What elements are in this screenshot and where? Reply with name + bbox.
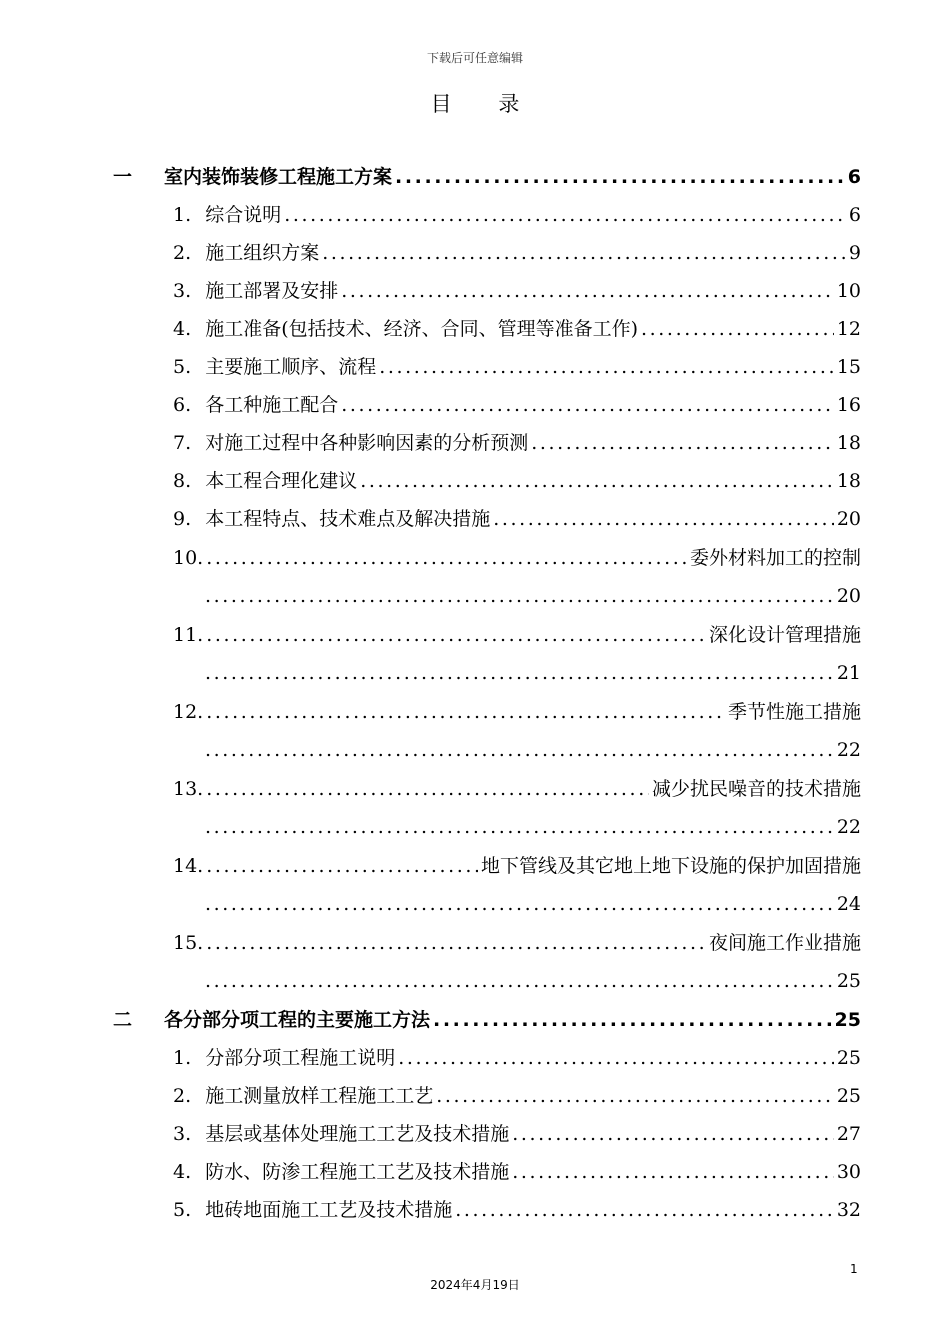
- item-number: 5.: [173, 356, 192, 378]
- item-number: 14.: [173, 855, 204, 877]
- item-page: 18: [836, 432, 861, 454]
- item-number: 2.: [173, 242, 192, 264]
- leader-dots: [641, 310, 834, 348]
- item-page: 20: [836, 585, 861, 607]
- item-page: 25: [836, 970, 861, 992]
- item-page: 6: [848, 204, 861, 226]
- item-number: 7.: [173, 432, 192, 454]
- item-title: 施工组织方案: [205, 242, 320, 264]
- toc-item[interactable]: [173, 500, 861, 538]
- leader-dots: [512, 1153, 834, 1191]
- section-page: 25: [834, 1009, 861, 1031]
- item-page: 20: [836, 508, 861, 530]
- item-number: 13.: [173, 778, 204, 800]
- toc-item-continuation: [205, 731, 861, 769]
- item-title: 地砖地面施工工艺及技术措施: [205, 1199, 453, 1221]
- leader-dots: [205, 654, 834, 692]
- item-title: 施工准备(包括技术、经济、合同、管理等准备工作): [205, 318, 639, 340]
- leader-dots: [206, 770, 649, 808]
- toc-item-continuation: [205, 962, 861, 1000]
- item-number: 2.: [173, 1085, 192, 1107]
- item-title: 综合说明: [205, 204, 282, 226]
- toc-item[interactable]: [173, 539, 861, 577]
- item-title: 地下管线及其它地上地下设施的保护加固措施: [480, 855, 861, 877]
- item-page: 27: [836, 1123, 861, 1145]
- item-page: 18: [836, 470, 861, 492]
- toc-item[interactable]: [173, 1115, 861, 1153]
- leader-dots: [206, 693, 725, 731]
- leader-dots: [493, 500, 834, 538]
- leader-dots: [398, 1039, 834, 1077]
- page-number: 1: [850, 1262, 858, 1276]
- leader-dots: [379, 348, 834, 386]
- toc-item[interactable]: [173, 234, 861, 272]
- toc-section[interactable]: [113, 1001, 861, 1039]
- item-page: 16: [836, 394, 861, 416]
- section-title: 各分部分项工程的主要施工方法: [164, 1009, 431, 1031]
- toc-item-continuation: [205, 885, 861, 923]
- leader-dots: [206, 616, 706, 654]
- item-number: 15.: [173, 932, 204, 954]
- item-page: 22: [836, 816, 861, 838]
- item-page: 10: [836, 280, 861, 302]
- toc-item[interactable]: [173, 847, 861, 885]
- leader-dots: [284, 196, 846, 234]
- item-page: 21: [836, 662, 861, 684]
- item-number: 6.: [173, 394, 192, 416]
- item-title: 委外材料加工的控制: [689, 547, 861, 569]
- footer-date: 2024年4月19日: [430, 1278, 520, 1292]
- leader-dots: [436, 1077, 834, 1115]
- toc-item[interactable]: [173, 196, 861, 234]
- header-note: 下载后可任意编辑: [426, 51, 523, 65]
- item-number: 5.: [173, 1199, 192, 1221]
- toc-item[interactable]: [173, 272, 861, 310]
- toc-item[interactable]: [173, 1077, 861, 1115]
- leader-dots: [512, 1115, 834, 1153]
- item-title: 本工程合理化建议: [205, 470, 358, 492]
- toc-item[interactable]: [173, 770, 861, 808]
- section-page: 6: [847, 166, 861, 188]
- leader-dots: [341, 272, 834, 310]
- item-title: 施工测量放样工程施工工艺: [205, 1085, 434, 1107]
- toc-item[interactable]: [173, 386, 861, 424]
- item-page: 9: [848, 242, 861, 264]
- toc-item[interactable]: [173, 693, 861, 731]
- leader-dots: [341, 386, 834, 424]
- section-number: 一: [113, 166, 133, 188]
- item-title: 本工程特点、技术难点及解决措施: [205, 508, 491, 530]
- toc-item[interactable]: [173, 310, 861, 348]
- leader-dots: [206, 847, 478, 885]
- toc-item[interactable]: [173, 1039, 861, 1077]
- item-title: 防水、防渗工程施工工艺及技术措施: [205, 1161, 510, 1183]
- toc-item[interactable]: [173, 462, 861, 500]
- item-number: 3.: [173, 1123, 192, 1145]
- toc-item-continuation: [205, 577, 861, 615]
- item-number: 4.: [173, 1161, 192, 1183]
- leader-dots: [531, 424, 834, 462]
- toc-item[interactable]: [173, 1153, 861, 1191]
- item-title: 深化设计管理措施: [708, 624, 861, 646]
- toc-item[interactable]: [173, 424, 861, 462]
- toc-item[interactable]: [173, 616, 861, 654]
- item-number: 9.: [173, 508, 192, 530]
- leader-dots: [455, 1191, 834, 1229]
- item-title: 季节性施工措施: [727, 701, 861, 723]
- toc-item[interactable]: [173, 348, 861, 386]
- item-title: 各工种施工配合: [205, 394, 339, 416]
- leader-dots: [322, 234, 846, 272]
- item-number: 1.: [173, 204, 192, 226]
- item-page: 32: [836, 1199, 861, 1221]
- leader-dots: [205, 577, 834, 615]
- toc-section[interactable]: [113, 158, 861, 196]
- item-number: 3.: [173, 280, 192, 302]
- item-page: 25: [836, 1047, 861, 1069]
- leader-dots: [206, 924, 706, 962]
- leader-dots: [433, 1001, 832, 1039]
- item-number: 12.: [173, 701, 204, 723]
- item-page: 24: [836, 893, 861, 915]
- toc-item[interactable]: [173, 924, 861, 962]
- leader-dots: [360, 462, 834, 500]
- item-title: 主要施工顺序、流程: [205, 356, 377, 378]
- toc-item-continuation: [205, 808, 861, 846]
- item-number: 4.: [173, 318, 192, 340]
- item-page: 30: [836, 1161, 861, 1183]
- item-title: 施工部署及安排: [205, 280, 339, 302]
- item-page: 12: [836, 318, 861, 340]
- item-page: 22: [836, 739, 861, 761]
- leader-dots: [205, 731, 834, 769]
- item-title: 减少扰民噪音的技术措施: [651, 778, 861, 800]
- leader-dots: [205, 962, 834, 1000]
- item-number: 1.: [173, 1047, 192, 1069]
- item-title: 夜间施工作业措施: [708, 932, 861, 954]
- leader-dots: [205, 885, 834, 923]
- item-number: 10.: [173, 547, 204, 569]
- section-number: 二: [113, 1009, 133, 1031]
- leader-dots: [205, 808, 834, 846]
- item-page: 15: [836, 356, 861, 378]
- leader-dots: [395, 158, 845, 196]
- item-number: 8.: [173, 470, 192, 492]
- toc-item-continuation: [205, 654, 861, 692]
- item-title: 基层或基体处理施工工艺及技术措施: [205, 1123, 510, 1145]
- item-number: 11.: [173, 624, 204, 646]
- toc-title: 目 录: [430, 92, 540, 116]
- item-page: 25: [836, 1085, 861, 1107]
- item-title: 对施工过程中各种影响因素的分析预测: [205, 432, 529, 454]
- item-title: 分部分项工程施工说明: [205, 1047, 396, 1069]
- section-title: 室内装饰装修工程施工方案: [164, 166, 393, 188]
- leader-dots: [206, 539, 687, 577]
- toc-item[interactable]: [173, 1191, 861, 1229]
